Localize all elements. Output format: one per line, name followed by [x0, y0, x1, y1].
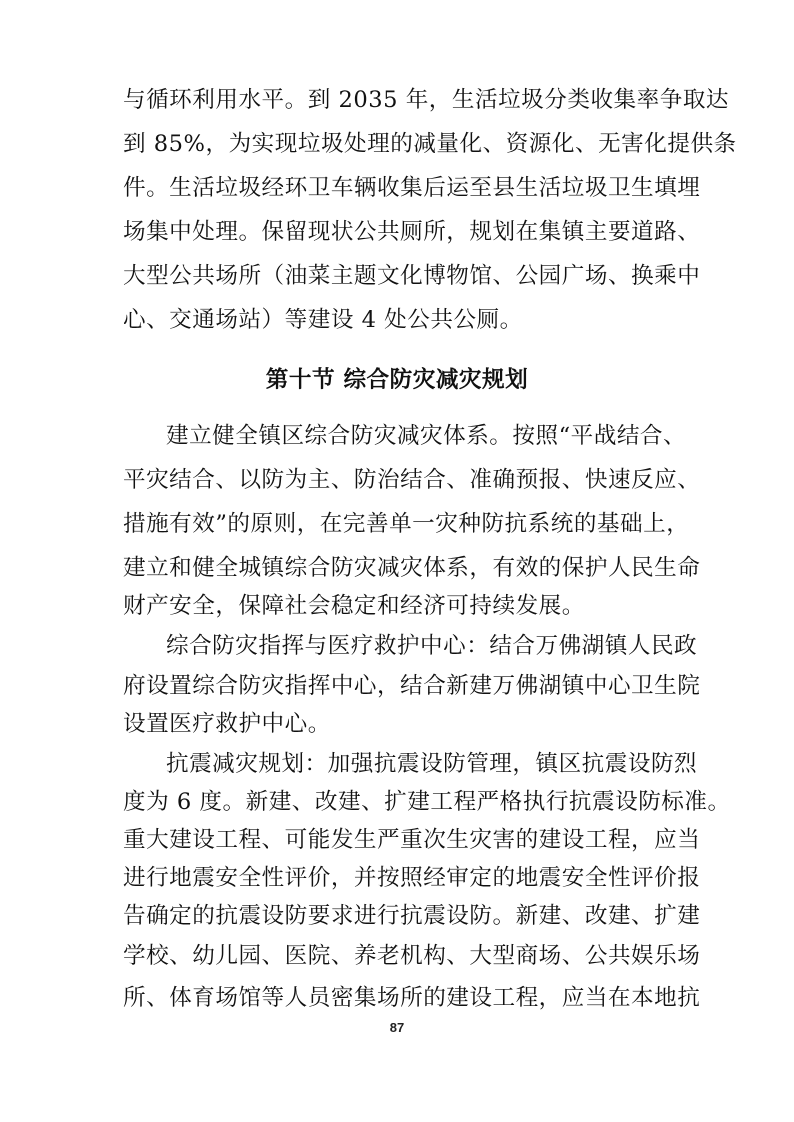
text-line: 平灾结合、以防为主、防治结合、准确预报、快速反应、 — [123, 467, 701, 493]
text-line: 度为 6 度。新建、改建、扩建工程严格执行抗震设防标准。 — [123, 789, 731, 815]
text-line: 大型公共场所（油菜主题文化博物馆、公园广场、换乘中 — [123, 263, 701, 289]
text-line: 学校、幼儿园、医院、养老机构、大型商场、公共娱乐场 — [123, 943, 701, 969]
section-heading: 第十节 综合防灾减灾规划 — [265, 367, 529, 393]
text-line: 设置医疗救护中心。 — [123, 711, 331, 737]
paragraph-text: 加强抗震设防管理，镇区抗震设防烈 — [327, 751, 698, 777]
text-line: 建立健全镇区综合防灾减灾体系。按照“平战结合、 — [166, 423, 687, 449]
text-line: 进行地震安全性评价，并按照经审定的地震安全性评价报 — [123, 865, 701, 891]
text-line: 场集中处理。保留现状公共厕所，规划在集镇主要道路、 — [123, 219, 701, 245]
text-line: 重大建设工程、可能发生严重次生灾害的建设工程，应当 — [123, 827, 701, 853]
paragraph-label: 综合防灾指挥与医疗救护中心： — [166, 633, 490, 659]
paragraph-text: 结合万佛湖镇人民政 — [489, 633, 698, 659]
text-line: 府设置综合防灾指挥中心，结合新建万佛湖镇中心卫生院 — [123, 673, 701, 699]
text-line: 件。生活垃圾经环卫车辆收集后运至县生活垃圾卫生填埋 — [123, 175, 701, 201]
text-line: 心、交通场站）等建设 4 处公共公厕。 — [123, 307, 523, 333]
text-line: 财产安全，保障社会稳定和经济可持续发展。 — [123, 593, 585, 619]
text-line: 所、体育场馆等人员密集场所的建设工程，应当在本地抗 — [123, 985, 701, 1011]
text-line: 到 85%，为实现垃圾处理的减量化、资源化、无害化提供条 — [123, 131, 737, 157]
text-line: 建立和健全城镇综合防灾减灾体系，有效的保护人民生命 — [123, 555, 701, 581]
text-line: 措施有效”的原则，在完善单一灾种防抗系统的基础上， — [123, 511, 690, 537]
text-line: 与循环利用水平。到 2035 年，生活垃圾分类收集率争取达 — [123, 87, 730, 113]
text-line: 告确定的抗震设防要求进行抗震设防。新建、改建、扩建 — [123, 903, 701, 929]
paragraph-label: 抗震减灾规划： — [166, 751, 328, 777]
text-line — [166, 624, 698, 668]
page-number: 87 — [389, 1020, 405, 1035]
